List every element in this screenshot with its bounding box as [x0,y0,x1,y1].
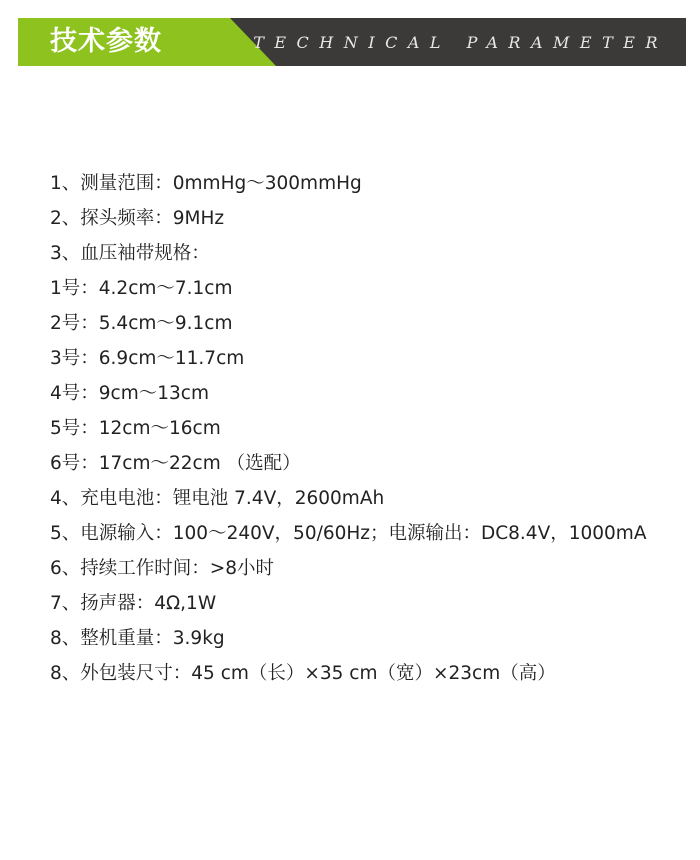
spec-item: 6号：17cm～22cm （选配） [50,453,301,474]
spec-item: 6、持续工作时间：>8小时 [50,558,275,579]
spec-list [50,166,646,691]
section-title: 技术参数 [50,26,162,57]
spec-item: 1号：4.2cm～7.1cm [50,278,233,299]
spec-item: 5号：12cm～16cm [50,418,221,439]
spec-item: 1、测量范围：0mmHg～300mmHg [50,173,362,194]
spec-item: 3、血压袖带规格： [50,243,210,264]
spec-item: 2号：5.4cm～9.1cm [50,313,233,334]
spec-item: 3号：6.9cm～11.7cm [50,348,245,369]
spec-item: 7、扬声器：4Ω,1W [50,593,217,614]
section-subtitle: TECHNICAL PARAMETER [253,33,668,52]
section-header-banner [18,18,686,66]
spec-item: 4号：9cm～13cm [50,383,209,404]
spec-item: 4、充电电池：锂电池 7.4V，2600mAh [50,488,385,509]
spec-item: 8、外包装尺寸：45 cm（长）×35 cm（宽）×23cm（高） [50,663,556,684]
spec-item: 2、探头频率：9MHz [50,208,225,229]
spec-item: 5、电源输入：100～240V，50/60Hz；电源输出：DC8.4V，1000mA [50,523,647,544]
spec-item: 8、整机重量：3.9kg [50,628,225,649]
